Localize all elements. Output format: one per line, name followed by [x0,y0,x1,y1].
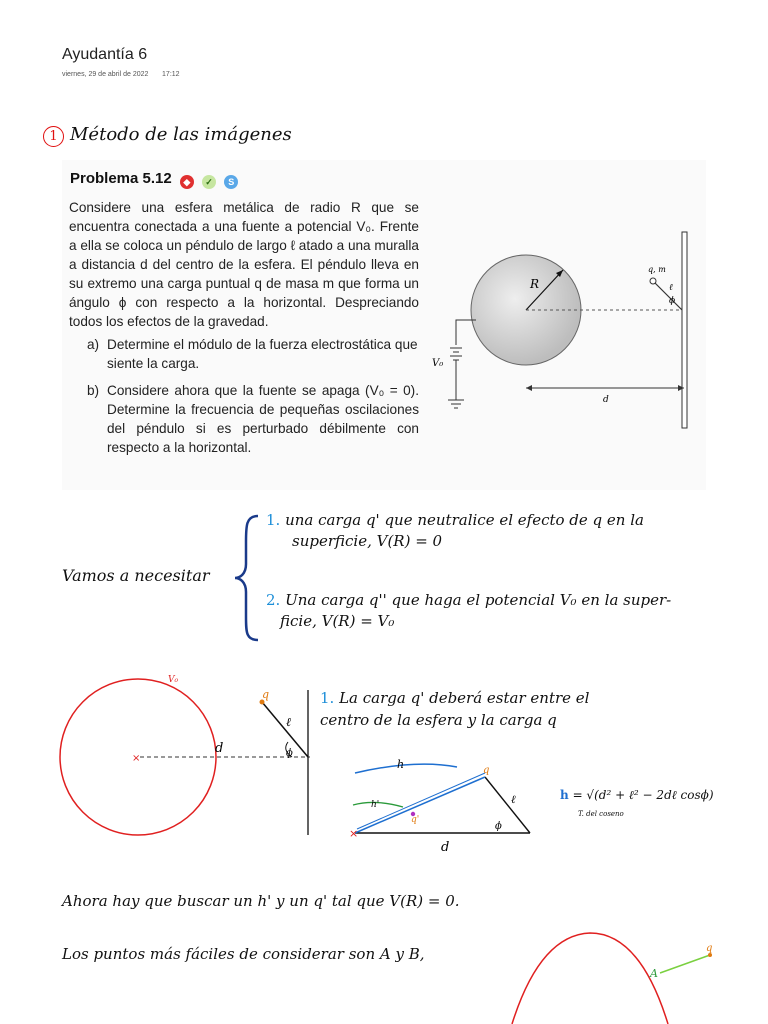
tri-label-hp: h' [371,800,380,810]
sketch-label-V0: V₀ [168,675,179,685]
curly-brace [232,512,262,644]
condition-number: 2. [266,591,281,609]
point-1-line1: La carga q' deberá estar entre el [339,689,590,707]
center-cross-icon: × [349,827,359,840]
point-1 [320,687,589,731]
tri-label-phi: ϕ [495,821,502,832]
problem-title [70,170,238,189]
tri-label-ell: ℓ [511,793,516,806]
formula-h [560,788,714,803]
problem-statement-text: Considere una esfera metálica de radio R que se encuentra conectada a una fuente a potencial V₀. Frente a ella se coloca un péndulo de largo ℓ atado a una muralla a distancia d del centro de la esfera. El péndulo lleva en su extremo una carga puntual q de masa m que forma un ángulo ϕ con respecto a la horizontal. Despreciando todos los efectos de la gravedad. [69,200,419,329]
sketch-string [262,702,308,757]
tri-label-qp: q' [411,815,420,825]
page-time: 17:12 [162,71,180,78]
brace-h [355,764,457,773]
figure-label-qm: q, m [648,265,666,274]
distance-arrowhead [526,385,532,391]
sketch-label-phi: ϕ [286,748,293,759]
sketch-label-q: q [262,688,270,701]
condition-2 [266,590,756,632]
formula-h-symbol: h [560,788,569,802]
section-number: 1 [43,126,64,147]
pendulum-charge [650,278,656,284]
page-date: viernes, 29 de abril de 2022 [62,71,149,78]
figure-label-d: d [603,395,609,405]
wall [682,232,687,428]
problem-item-a [69,335,419,373]
figure-label-R: R [530,277,540,291]
problem-item-text: Considere ahora que la fuente se apaga (V₀ = 0). Determine la frecuencia de pequeñas oscilaciones del péndulo si es perturbado débilmente con respecto a la horizontal. [107,383,419,455]
blue-s-icon: S [224,175,238,189]
point-number: 1. [320,689,335,707]
problem-item-label: b) [87,383,100,398]
green-check-icon: ✓ [202,175,216,189]
need-label: Vamos a necesitar [62,566,210,585]
note-ahora: Ahora hay que buscar un h' y un q' tal que V(R) = 0. [62,892,460,910]
condition-text: Una carga q'' que haga el potencial V₀ en la super- [285,591,672,609]
sketch-sphere [40,660,320,860]
condition-text-2: ficie, V(R) = V₀ [280,612,395,630]
problem-item-label: a) [87,337,100,352]
bottom-green-line [660,955,710,973]
tri-side [485,777,530,833]
tri-label-q: q [483,765,490,776]
tri-label-d: d [441,840,450,855]
section-heading-text: Método de las imágenes [70,124,292,145]
problem-title-text: Problema 5.12 [70,170,172,187]
figure-label-ell: ℓ [669,283,673,293]
note-puntos: Los puntos más fáciles de considerar son A y B, [62,945,425,963]
bottom-label-A: A [650,967,658,980]
bottom-label-q: q [706,943,713,954]
condition-text: una carga q' que neutralice el efecto de q en la [285,511,644,529]
sketch-bottom [500,925,730,1024]
condition-text-2: superficie, V(R) = 0 [292,532,443,550]
point-1-line2: centro de la esfera y la carga q [320,711,557,729]
pendulum-string [654,282,682,310]
sketch-triangle [345,755,545,855]
bottom-circle-arc [512,933,668,1024]
section-heading [43,124,292,147]
page-title: Ayudantía 6 [62,46,148,63]
condition-number: 1. [266,511,281,529]
red-diamond-icon: ◆ [180,175,194,189]
formula-note: T. del coseno [578,810,624,818]
formula-h-rhs: = √(d² + ℓ² − 2dℓ cosϕ) [572,788,714,802]
figure-label-phi: ϕ [669,296,676,306]
sketch-label-ell: ℓ [286,715,291,729]
center-cross-icon: × [132,753,141,764]
problem-statement [69,198,419,457]
tri-label-h: h [397,758,405,771]
page-meta [62,71,180,78]
problem-item-b [69,381,419,457]
figure-label-V0: V₀ [432,358,444,369]
problem-item-text: Determine el módulo de la fuerza electrostática que siente la carga. [107,337,418,371]
problem-figure [426,160,706,490]
condition-1 [266,510,756,552]
sketch-label-d: d [215,741,224,756]
